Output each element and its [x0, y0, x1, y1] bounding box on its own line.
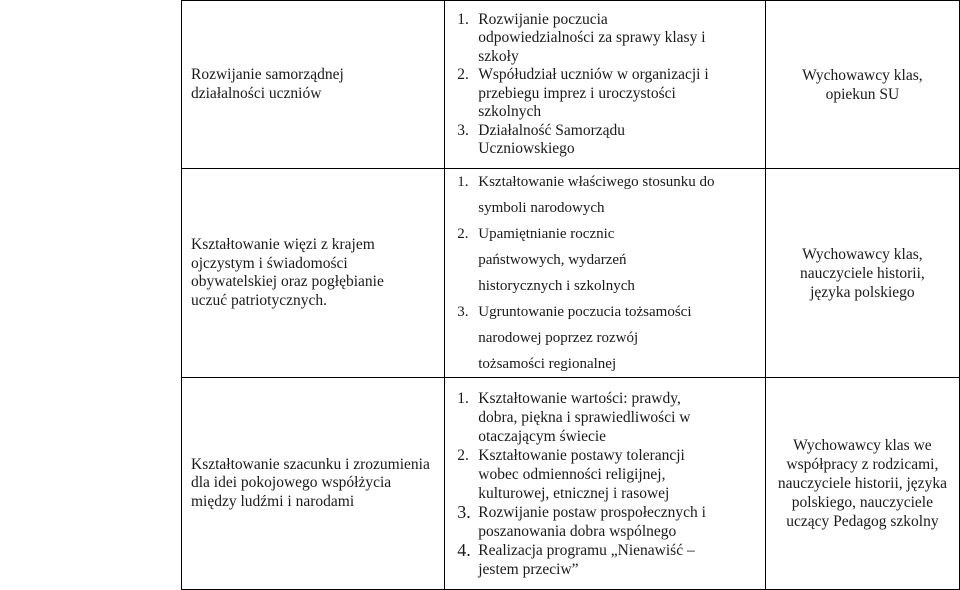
task-number: 2.	[457, 226, 469, 242]
task-number: 3.	[457, 121, 469, 139]
goal-text: Kształtowanie więzi z krajem ojczystym i świadomości obywatelskiej oraz pogłębianie uczuć patriotycznych.	[191, 236, 384, 309]
task-text: Ugruntowanie poczucia tożsamości narodowej poprzez rozwój tożsamości regionalnej	[478, 304, 692, 372]
list-item	[457, 541, 742, 579]
task-list	[457, 11, 722, 159]
goal-text: Rozwijanie samorządnej działalności uczniów	[191, 66, 344, 102]
task-number: 4.	[457, 539, 471, 560]
goal-cell	[182, 378, 445, 590]
list-item	[457, 299, 727, 377]
table-row	[182, 378, 960, 590]
responsible-text: Wychowawcy klas, nauczyciele historii, języka polskiego	[799, 245, 925, 301]
task-text: Realizacja programu „Nienawiść – jestem przeciw”	[478, 541, 695, 578]
responsible-cell	[765, 169, 959, 378]
list-item	[457, 389, 742, 446]
task-list	[457, 389, 742, 579]
goal-cell	[182, 169, 445, 378]
plan-table	[181, 0, 960, 590]
task-number: 3.	[457, 501, 471, 522]
tasks-cell	[445, 169, 766, 378]
goal-text: Kształtowanie szacunku i zrozumienia dla idei pokojowego współżycia między ludźmi i narodami	[191, 455, 430, 510]
task-number: 1.	[457, 389, 469, 407]
task-text: Współudział uczniów w organizacji i przebiegu imprez i uroczystości szkolnych	[478, 66, 709, 120]
task-number: 1.	[457, 174, 469, 190]
task-number: 3.	[457, 304, 469, 320]
tasks-cell	[445, 378, 766, 590]
task-number: 2.	[457, 446, 469, 464]
table-row	[182, 169, 960, 378]
responsible-text: Wychowawcy klas we współpracy z rodzicami, nauczyciele historii, języka polskiego, nauczyciele uczący Pedagog szkolny	[777, 437, 947, 530]
task-number: 2.	[457, 66, 469, 83]
list-item	[457, 122, 722, 159]
tasks-cell	[445, 1, 766, 169]
list-item	[457, 11, 722, 67]
list-item	[457, 221, 727, 299]
list-item	[457, 169, 727, 221]
task-list	[457, 169, 727, 377]
table-row	[182, 1, 960, 169]
list-item	[457, 503, 742, 541]
goal-cell	[182, 1, 445, 169]
list-item	[457, 66, 722, 122]
responsible-cell	[765, 1, 959, 169]
task-number: 1.	[457, 10, 469, 28]
task-text: Rozwijanie poczucia odpowiedzialności za sprawy klasy i szkoły	[478, 10, 706, 65]
task-text: Upamiętnianie rocznic państwowych, wydarzeń historycznych i szkolnych	[478, 226, 635, 294]
task-text: Kształtowanie postawy tolerancji wobec odmienności religijnej, kulturowej, etnicznej i rasowej	[478, 446, 685, 502]
task-text: Kształtowanie wartości: prawdy, dobra, piękna i sprawiedliwości w otaczającym świecie	[478, 389, 691, 445]
task-text: Rozwijanie postaw prospołecznych i poszanowania dobra wspólnego	[478, 503, 706, 540]
task-text: Kształtowanie właściwego stosunku do symboli narodowych	[478, 174, 715, 216]
responsible-cell	[765, 378, 959, 590]
task-text: Działalność Samorządu Uczniowskiego	[478, 121, 626, 157]
list-item	[457, 446, 742, 503]
responsible-text: Wychowawcy klas, opiekun SU	[802, 66, 923, 103]
